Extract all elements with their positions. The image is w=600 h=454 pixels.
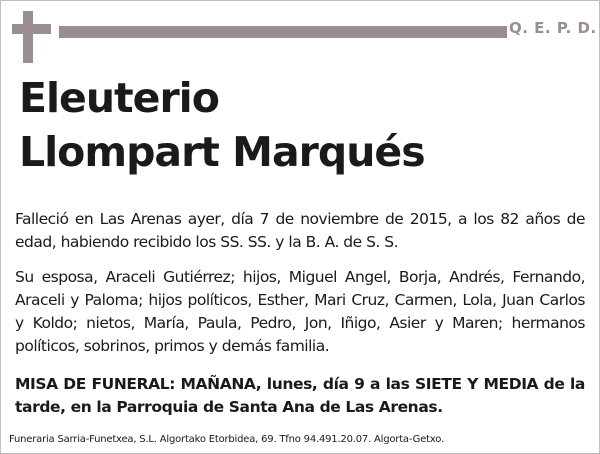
deceased-name [19, 71, 425, 179]
deceased-first-name: Eleuterio [19, 74, 219, 122]
header-divider-bar [59, 26, 507, 38]
family-paragraph: Su esposa, Araceli Gutiérrez; hijos, Miguel Angel, Borja, Andrés, Fernando, Araceli y Paloma; hijos políticos, Esther, Mari Cruz, Carmen, Lola, Juan Carlos y Koldo; nietos, María, Paula, Pedro, Jon, Iñigo, Asier y Maren; hermanos políticos, sobrinos, primos y demás familia. [15, 268, 585, 355]
cross-vertical-beam [23, 11, 33, 63]
funeral-home-footer: Funeraria Sarria-Funetxea, S.L. Algortako Etorbidea, 69. Tfno 94.491.20.07. Algorta-Getxo. [9, 434, 444, 445]
cross-horizontal-beam [12, 24, 51, 34]
death-announcement-paragraph: Falleció en Las Arenas ayer, día 7 de noviembre de 2015, a los 82 años de edad, habiendo recibido los SS. SS. y la B. A. de S. S. [15, 210, 585, 251]
qepd-label: Q. E. P. D. [509, 19, 597, 37]
funeral-mass-paragraph: MISA DE FUNERAL: MAÑANA, lunes, día 9 a las SIETE Y MEDIA de la tarde, en la Parroquia de Santa Ana de Las Arenas. [15, 375, 585, 416]
deceased-surnames: Llompart Marqués [19, 128, 425, 176]
